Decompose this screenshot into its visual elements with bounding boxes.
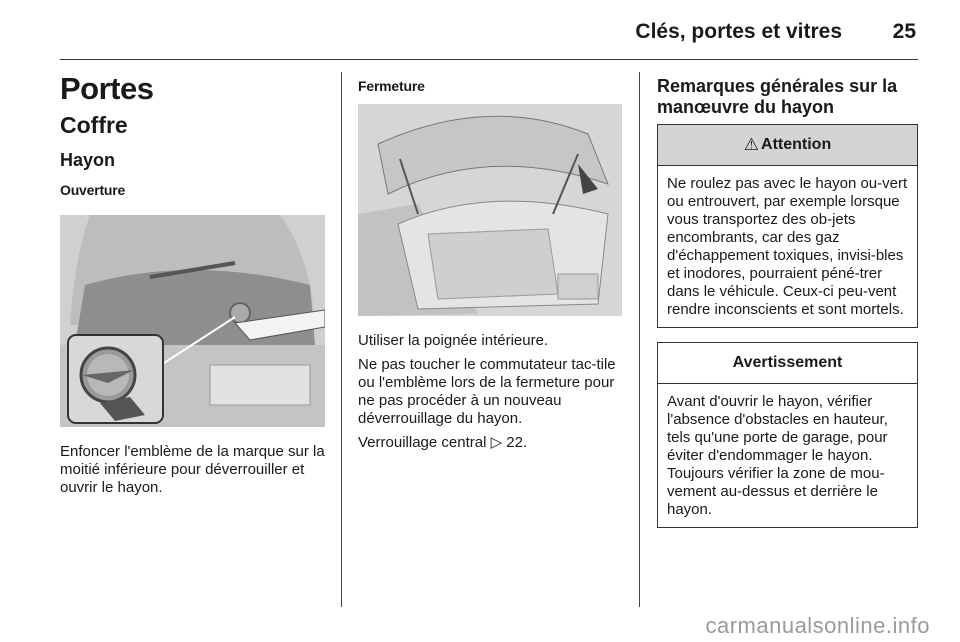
avertissement-text: Avant d'ouvrir le hayon, vérifier l'absence d'obstacles en hauteur, tels qu'une porte de garage, pour éviter d'endommager le hayon. Toujours vérifier la zone de mou-vement au-dessus et derrière le hayon. [667, 393, 888, 518]
watermark: carmanualsonline.info [705, 613, 930, 638]
page-number: 25 [892, 20, 916, 43]
attention-text: Ne roulez pas avec le hayon ou-vert ou entrouvert, par exemple lorsque vous transportez des ob-jets encombrants, car des gaz d'échappement toxiques, invisi-bles et inodores, pourraient péné-trer dans le véhicule. Ceux-ci peu-vent rendre inconscients et sont mortels. [667, 175, 908, 318]
header-title: Clés, portes et vitres [635, 20, 842, 43]
closing-heading: Fermeture [358, 78, 425, 94]
closing-para-2: Ne pas toucher le commutateur tac-tile ou l'emblème lors de la fermeture pour ne pas procéder à un nouveau déverrouillage du hayon. [358, 356, 616, 427]
column-divider-1 [341, 72, 342, 607]
opening-heading: Ouverture [60, 182, 126, 198]
column-2 [358, 76, 624, 452]
subsection-title: Coffre [60, 112, 128, 138]
tailgate-opening-illustration [60, 215, 325, 427]
section-title: Portes [60, 71, 154, 106]
column-3 [657, 76, 918, 528]
tailgate-closing-illustration [358, 104, 622, 316]
column-divider-2 [639, 72, 640, 607]
avertissement-title: Avertissement [732, 354, 843, 371]
opening-caption: Enfoncer l'emblème de la marque sur la moitié inférieure pour déverrouiller et ouvrir le hayon. [60, 443, 325, 496]
avertissement-header [658, 343, 917, 384]
column-1 [60, 70, 325, 497]
attention-box [657, 124, 918, 328]
avertissement-box [657, 342, 918, 528]
topic-title: Hayon [60, 150, 116, 170]
attention-title: Attention [761, 136, 832, 153]
closing-para-1: Utiliser la poignée intérieure. [358, 332, 549, 349]
closing-para-3: Verrouillage central ▷ 22. [358, 434, 528, 451]
warning-triangle-icon: ⚠ [743, 135, 760, 154]
header-rule [60, 59, 918, 60]
general-notes-heading: Remarques générales sur la manœuvre du hayon [657, 76, 898, 117]
attention-header [658, 125, 917, 166]
